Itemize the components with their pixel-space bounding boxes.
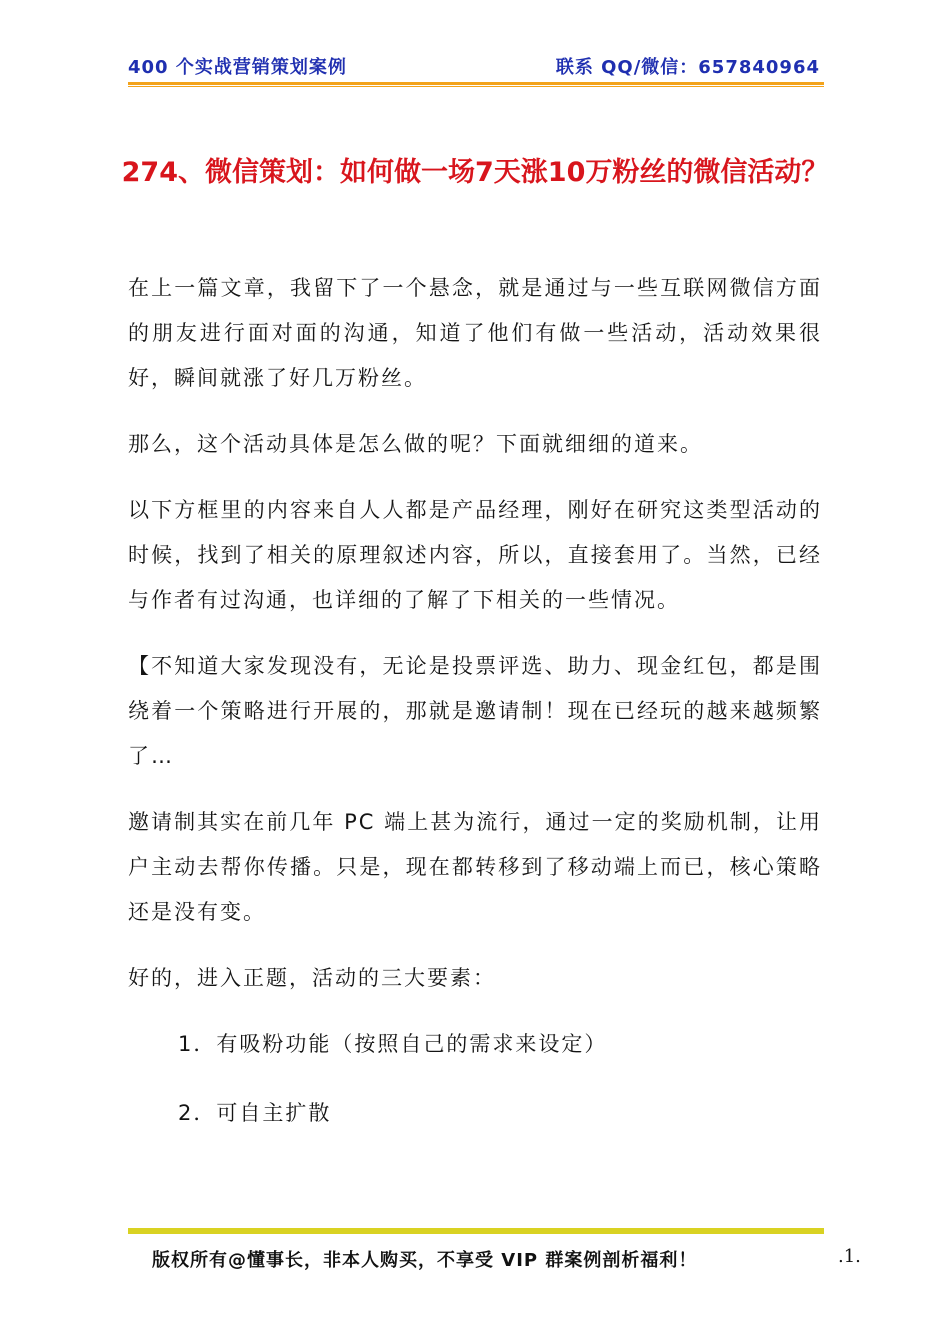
article-body (128, 266, 822, 1160)
list-item-2: 2．可自主扩散 (178, 1101, 332, 1125)
paragraph-1: 在上一篇文章，我留下了一个悬念，就是通过与一些互联网微信方面的朋友进行面对面的沟通，知道了他们有做一些活动，活动效果很好，瞬间就涨了好几万粉丝。 (128, 276, 822, 390)
page-header (128, 53, 822, 81)
article-title: 274、微信策划：如何做一场7天涨10万粉丝的微信活动？ (121, 157, 829, 188)
header-contact: 联系 QQ/微信：657840964 (555, 57, 820, 78)
paragraph-5: 邀请制其实在前几年 PC 端上甚为流行，通过一定的奖励机制，让用户主动去帮你传播。只是，现在都转移到了移动端上而已，核心策略还是没有变。 (128, 810, 822, 924)
header-divider (128, 82, 824, 85)
paragraph-2: 那么，这个活动具体是怎么做的呢？下面就细细的道来。 (128, 432, 703, 456)
paragraph-4: 【不知道大家发现没有，无论是投票评选、助力、现金红包，都是围绕着一个策略进行开展的，那就是邀请制！现在已经玩的越来越频繁了… (128, 654, 822, 768)
paragraph-3: 以下方框里的内容来自人人都是产品经理，刚好在研究这类型活动的时候，找到了相关的原理叙述内容，所以，直接套用了。当然，已经与作者有过沟通，也详细的了解了下相关的一些情况。 (128, 498, 822, 612)
header-series-title: 400 个实战营销策划案例 (128, 57, 347, 78)
header-divider-thin (128, 86, 824, 87)
footer-divider (128, 1228, 824, 1234)
paragraph-6: 好的，进入正题，活动的三大要素： (128, 966, 496, 990)
page-number: .1. (838, 1246, 861, 1267)
list-item-1: 1．有吸粉功能（按照自己的需求来设定） (178, 1032, 608, 1056)
footer-copyright: 版权所有@懂事长，非本人购买，不享受 VIP 群案例剖析福利！ (152, 1250, 698, 1271)
